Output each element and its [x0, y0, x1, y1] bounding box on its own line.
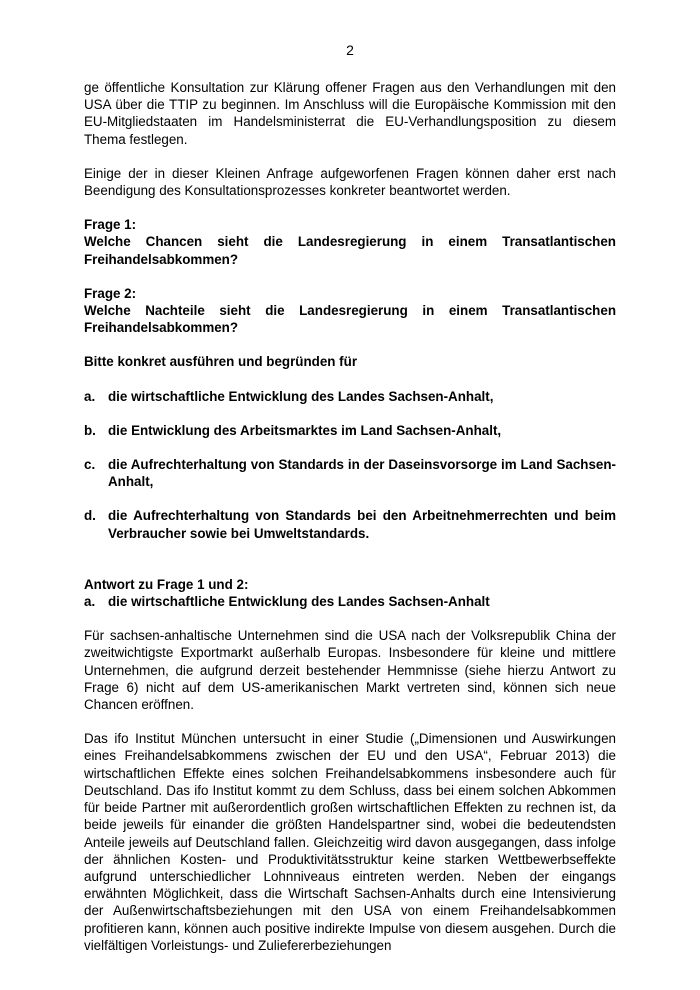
answer-sub-text: die wirtschaftliche Entwicklung des Landes Sachsen-Anhalt [108, 594, 490, 610]
question-2 [84, 285, 616, 337]
answer-heading-block [84, 576, 616, 610]
answer-sub-marker: a. [84, 594, 96, 610]
list-marker: b. [84, 422, 96, 438]
list-marker: a. [84, 388, 96, 404]
question-2-text: Welche Nachteile sieht die Landesregierung in einem Transatlantischen Freihandelsabkommen? [84, 303, 616, 336]
intro-paragraph-1: ge öffentliche Konsultation zur Klärung offener Fragen aus den Verhandlungen mit den USA über die TTIP zu beginnen. Im Anschluss will die Europäische Kommission mit den EU-Mitgliedstaaten im Handelsministerrat die EU-Verhandlungsposition zu diesem Thema festlegen. [84, 80, 616, 147]
list-item [84, 388, 616, 405]
intro-paragraph-2: Einige der in dieser Kleinen Anfrage aufgeworfenen Fragen können daher erst nach Beendigung des Konsultationsprozesses konkreter beantwortet werden. [84, 165, 616, 199]
list-item [84, 456, 616, 490]
criteria-list [84, 388, 616, 542]
question-1-label: Frage 1: [84, 217, 137, 233]
answer-subheading [84, 593, 616, 610]
list-item-text: die Aufrechterhaltung von Standards in der Daseinsvorsorge im Land Sachsen-Anhalt, [108, 457, 616, 490]
answer-paragraph-2: Das ifo Institut München untersucht in einer Studie („Dimensionen und Auswirkungen eines Freihandelsabkommens zwischen der EU und den USA“, Februar 2013) die wirtschaftlichen Effekte eines solchen Freihandelsabkommens insbesondere auch für Deutschland. Das ifo Institut kommt zu dem Schluss, dass bei einem solchen Abkommen für beide Partner mit außerordentlich großen wirtschaftlichen Effekten zu rechnen ist, da beide jeweils für einander die größten Handelspartner sind, wobei die bedeutendsten Anteile jeweils auf Deutschland fallen. Gleichzeitig wird davon ausgegangen, dass infolge der ähnlichen Kosten- und Produktivitätsstruktur keine starken Wettbewerbseffekte aufgrund unterschiedlicher Lohnniveaus eintreten werden. Neben der eingangs erwähnten Möglichkeit, dass die Wirtschaft Sachsen-Anhalts durch eine Intensivierung der Außenwirtschaftsbeziehungen mit den USA von einem Freihandelsabkommen profitieren kann, können auch positive indirekte Impulse von diesem ausgehen. Durch die vielfältigen Vorleistungs- und Zuliefererbeziehungen [84, 731, 616, 953]
list-marker: c. [84, 457, 96, 473]
list-item-text: die Aufrechterhaltung von Standards bei den Arbeitnehmerrechten und beim Verbraucher sowie bei Umweltstandards. [108, 508, 616, 541]
list-item-text: die wirtschaftliche Entwicklung des Landes Sachsen-Anhalt, [108, 388, 494, 404]
answer-heading: Antwort zu Frage 1 und 2: [84, 576, 249, 592]
document-body [84, 79, 616, 971]
page-number: 2 [346, 42, 354, 58]
answer-paragraph-1: Für sachsen-anhaltische Unternehmen sind die USA nach der Volksrepublik China der zweitwichtigste Exportmarkt außerhalb Europas. Insbesondere für kleine und mittlere Unternehmen, die aufgrund derzeit bestehender Hemmnisse (siehe hierzu Antwort zu Frage 6) nicht auf dem US-amerikanischen Markt vertreten sind, können sich neue Chancen eröffnen. [84, 628, 616, 713]
list-item [84, 422, 616, 439]
list-item-text: die Entwicklung des Arbeitsmarktes im Land Sachsen-Anhalt, [108, 422, 502, 438]
list-item [84, 507, 616, 541]
question-1 [84, 216, 616, 268]
list-marker: d. [84, 508, 96, 524]
question-1-text: Welche Chancen sieht die Landesregierung in einem Transatlantischen Freihandelsabkommen? [84, 234, 616, 267]
instruction-text: Bitte konkret ausführen und begründen für [84, 354, 358, 370]
question-2-label: Frage 2: [84, 285, 137, 301]
